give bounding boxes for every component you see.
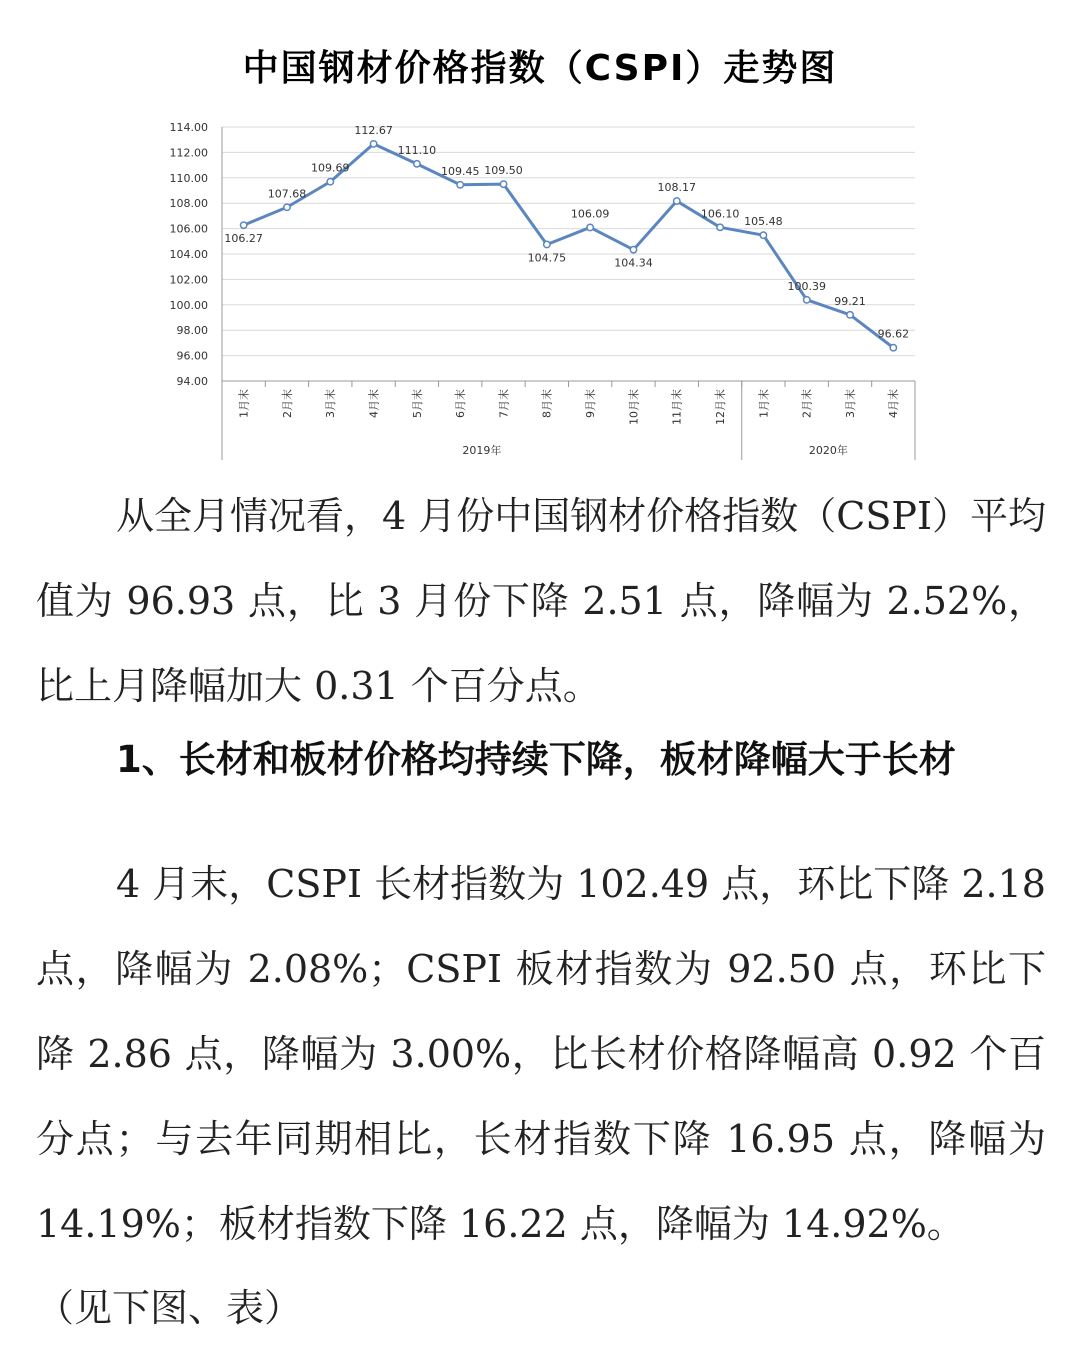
paragraph-see-below-text: （见下图、表） [36,1286,303,1330]
data-label: 100.39 [787,279,826,293]
data-point [544,241,550,247]
y-tick-label: 106.00 [169,222,208,236]
x-tick-label: 11月末 [670,389,684,425]
x-tick-label: 2月末 [800,389,814,418]
y-tick-label: 100.00 [169,298,208,312]
paragraph-long-flat-detail-text: 4 月末，CSPI 长材指数为 102.49 点，环比下降 2.18 点，降幅为 2.08%；CSPI 板材指数为 92.50 点，环比下降 2.86 点，降幅为 3.00%，比长材价格降幅高 0.92 个百分点；与去年同期相比，长材指数下降 16.95 点，降幅为 14.19%；板材指数下降 16.22 点，降幅为 14.92%。 [36,862,1046,1246]
x-tick-label: 10月末 [627,389,641,425]
x-tick-label: 4月末 [887,389,901,418]
data-label: 108.17 [657,181,697,195]
data-point [457,182,463,188]
x-tick-label: 3月末 [324,389,338,418]
data-label: 106.09 [570,207,610,221]
x-tick-label: 1月末 [237,389,251,418]
paragraph-monthly-summary [36,474,1046,729]
data-point [804,297,810,303]
data-label: 104.34 [614,256,653,270]
data-label: 109.50 [484,164,523,178]
chart-title: 中国钢材价格指数（CSPI）走势图 [242,48,838,89]
data-point [370,141,376,147]
data-label: 96.62 [877,327,910,341]
x-tick-label: 5月末 [410,389,424,418]
y-tick-label: 94.00 [176,375,208,388]
data-point [717,224,723,230]
data-point [587,224,593,230]
cspi-line-chart [0,0,1080,470]
data-label: 106.27 [224,232,263,246]
x-tick-label: 3月末 [843,389,857,418]
y-tick-label: 96.00 [176,349,208,363]
data-point [847,312,853,318]
x-tick-label: 4月末 [367,389,381,418]
x-tick-label: 2月末 [280,389,294,418]
data-point [760,232,766,238]
data-label: 112.67 [354,123,393,137]
x-tick-label: 8月末 [540,389,554,418]
data-label: 111.10 [397,143,437,157]
y-tick-label: 110.00 [169,171,208,185]
group-label: 2019年 [462,444,502,457]
data-point [414,161,420,167]
data-point [327,179,333,185]
data-label: 105.48 [744,215,783,229]
paragraph-see-below [36,1266,1046,1351]
data-label: 99.21 [834,294,866,308]
data-label: 109.45 [440,164,480,178]
data-point [890,345,896,351]
data-point [630,246,636,252]
x-tick-label: 6月末 [454,389,468,418]
data-point [240,222,246,228]
y-tick-label: 114.00 [169,121,208,134]
y-tick-label: 102.00 [169,273,208,287]
section-heading-text: 1、长材和板材价格均持续下降，板材降幅大于长材 [116,738,956,781]
data-point [500,181,506,187]
section-heading [36,730,1046,790]
y-tick-label: 112.00 [169,146,208,160]
y-tick-label: 98.00 [176,324,208,338]
data-label: 104.75 [527,251,567,265]
data-label: 107.68 [267,187,307,201]
x-tick-label: 7月末 [497,389,511,418]
y-tick-label: 108.00 [169,197,208,211]
x-tick-label: 1月末 [757,389,771,418]
x-tick-label: 12月末 [713,389,727,425]
data-label: 109.69 [311,161,350,175]
group-label: 2020年 [808,444,848,457]
paragraph-monthly-summary-text: 从全月情况看，4 月份中国钢材价格指数（CSPI）平均值为 96.93 点，比 3 月份下降 2.51 点，降幅为 2.52%，比上月降幅加大 0.31 个百分点。 [36,494,1046,708]
data-point [284,204,290,210]
data-label: 106.10 [700,207,740,221]
data-point [674,198,680,204]
x-tick-label: 9月末 [584,389,598,418]
paragraph-long-flat-detail [36,842,1046,1267]
y-tick-label: 104.00 [169,248,208,261]
